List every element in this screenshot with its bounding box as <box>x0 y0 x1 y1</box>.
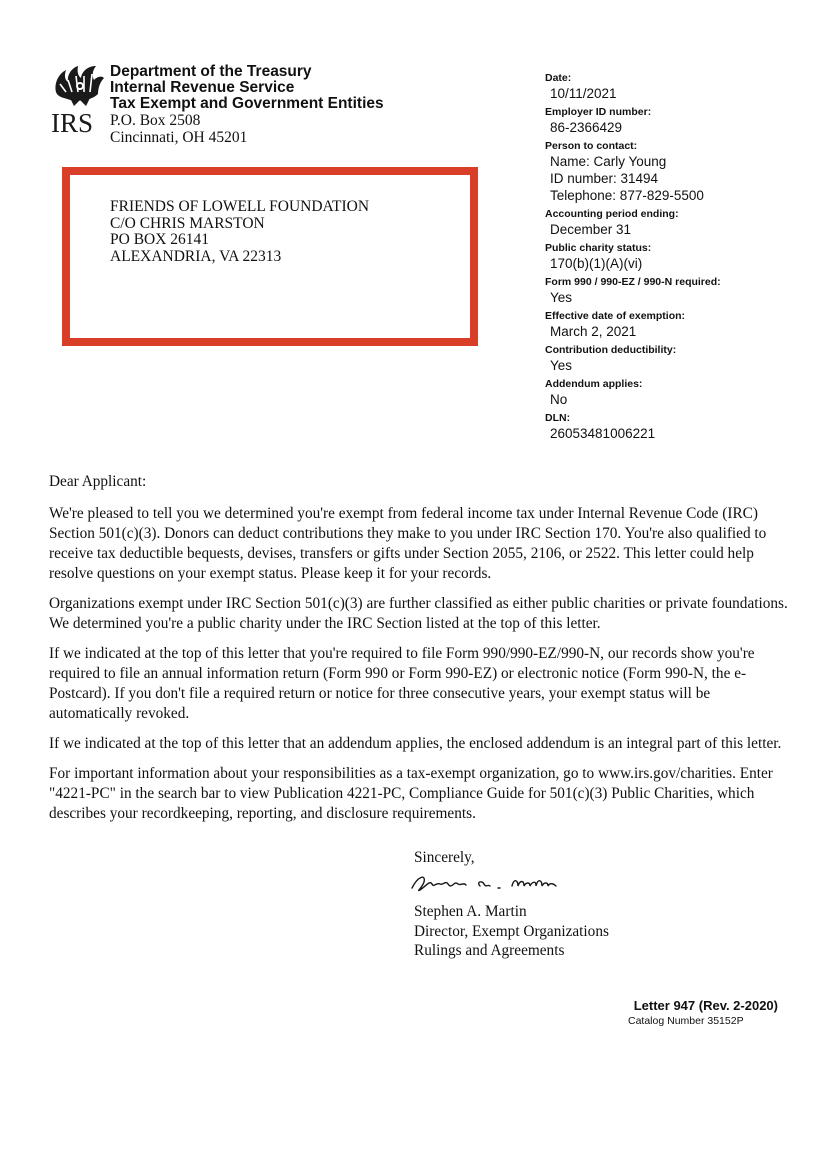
form-required-value: Yes <box>550 290 573 305</box>
paragraph-addendum: If we indicated at the top of this letter that an addendum applies, the enclosed addendum is an integral part of this letter. <box>49 735 782 752</box>
irs-logo <box>50 62 106 134</box>
effective-date-label: Effective date of exemption: <box>545 310 686 322</box>
date-value: 10/11/2021 <box>550 86 617 101</box>
deductibility-label: Contribution deductibility: <box>545 344 677 356</box>
signatory-title-2: Rulings and Agreements <box>414 942 565 959</box>
contact-phone: Telephone: 877-829-5500 <box>550 188 704 203</box>
recipient-line-4: ALEXANDRIA, VA 22313 <box>110 247 282 265</box>
recipient-line-2: C/O CHRIS MARSTON <box>110 214 265 232</box>
department-name: Department of the Treasury <box>110 63 312 80</box>
form-required-label: Form 990 / 990-EZ / 990-N required: <box>545 276 721 288</box>
letter-details <box>545 68 815 442</box>
closing: Sincerely, <box>414 849 475 866</box>
period-value: December 31 <box>550 222 632 237</box>
paragraph-classification: Organizations exempt under IRC Section 501(c)(3) are further classified as either public charities or private foundations. We determined you're a public charity under the IRC Section listed at the top of this letter. <box>49 595 788 632</box>
signatory-name: Stephen A. Martin <box>414 903 527 920</box>
contact-id: ID number: 31494 <box>550 171 659 186</box>
catalog-number: Catalog Number 35152P <box>628 1015 744 1027</box>
effective-date-value: March 2, 2021 <box>550 324 637 339</box>
handwritten-signature <box>408 868 608 898</box>
recipient-address <box>110 199 369 265</box>
dln-value: 26053481006221 <box>550 426 656 441</box>
paragraph-filing: If we indicated at the top of this letter that you're required to file Form 990/990-EZ/990-N, our records show you're required to file an annual information return (Form 990 or Form 990-EZ) or electronic notice (Form 990-N, the e-Postcard). If you don't file a required return or notice for three consecutive years, your exempt status will be automatically revoked. <box>49 645 755 722</box>
salutation: Dear Applicant: <box>49 473 147 490</box>
agency-city: Cincinnati, OH 45201 <box>110 129 248 146</box>
addendum-value: No <box>550 392 568 407</box>
paragraph-exemption: We're pleased to tell you we determined you're exempt from federal income tax under Internal Revenue Code (IRC) Section 501(c)(3). Donors can deduct contributions they make to you under IRC Section 170. You're also qualified to receive tax deductible bequests, devises, transfers or gifts under Section 2055, 2106, or 2522. This letter could help resolve questions on your exempt status. Please keep it for your records. <box>49 505 767 582</box>
period-label: Accounting period ending: <box>545 208 679 220</box>
agency-address <box>110 112 247 146</box>
charity-status-label: Public charity status: <box>545 242 652 254</box>
charity-status-value: 170(b)(1)(A)(vi) <box>550 256 643 271</box>
dln-label: DLN: <box>545 412 571 424</box>
ein-value: 86-2366429 <box>550 120 623 135</box>
svg-text:IRS: IRS <box>51 108 94 134</box>
letter-reference: Letter 947 (Rev. 2-2020) <box>633 998 778 1013</box>
contact-label: Person to contact: <box>545 140 638 152</box>
letter-footer <box>600 998 778 1028</box>
date-label: Date: <box>545 72 572 84</box>
signatory-title-1: Director, Exempt Organizations <box>414 922 609 940</box>
recipient-line-1: FRIENDS OF LOWELL FOUNDATION <box>110 198 370 215</box>
agency-header <box>110 64 384 112</box>
service-name: Internal Revenue Service <box>110 79 295 96</box>
paragraph-resources: For important information about your responsibilities as a tax-exempt organization, go to www.irs.gov/charities. Enter "4221-PC" in the search bar to view Publication 4221-PC, Compliance Guide for 501(c)(3) Public Charities, which describes your recordkeeping, reporting, and disclosure requirements. <box>49 765 773 822</box>
recipient-line-3: PO BOX 26141 <box>110 231 210 248</box>
agency-po-box: P.O. Box 2508 <box>110 112 201 129</box>
contact-name: Name: Carly Young <box>550 154 667 169</box>
division-name: Tax Exempt and Government Entities <box>110 95 384 112</box>
signatory <box>414 902 609 961</box>
addendum-label: Addendum applies: <box>545 378 643 390</box>
deductibility-value: Yes <box>550 358 573 373</box>
ein-label: Employer ID number: <box>545 106 652 118</box>
irs-eagle-icon <box>50 62 106 134</box>
letter-body <box>49 472 789 834</box>
